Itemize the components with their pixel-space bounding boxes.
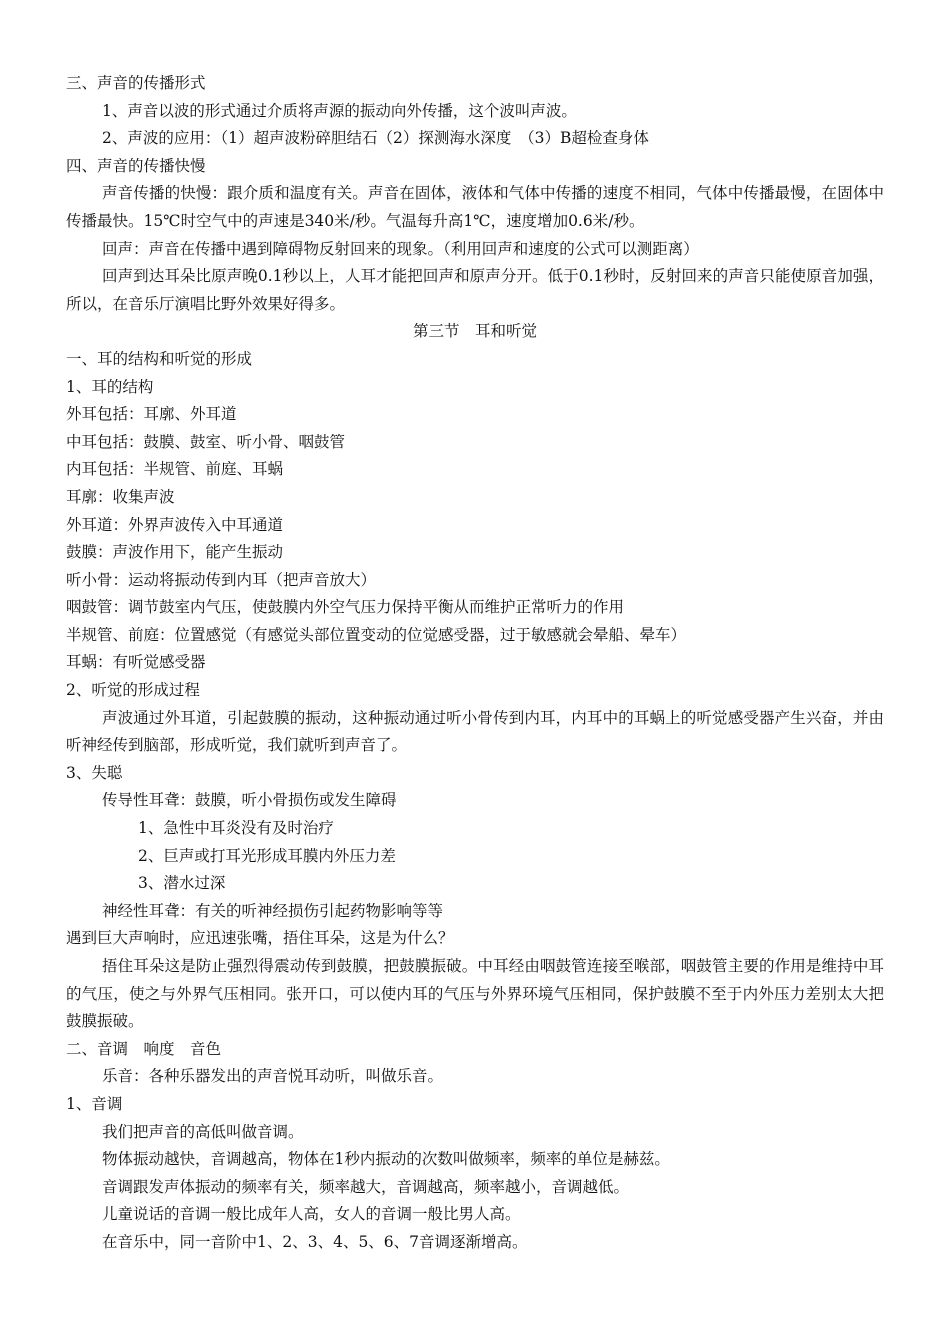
paragraph: 神经性耳聋：有关的听神经损伤引起药物影响等等: [102, 901, 444, 920]
paragraph: 声音传播的快慢：跟介质和温度有关。声音在固体，液体和气体中传播的速度不相同，气体中传播最慢，在固体中传播最快。15℃时空气中的声速是340米/秒。气温每升高1℃，速度增加0.6米/秒。: [66, 184, 884, 230]
list-item: 耳廓：收集声波: [66, 487, 175, 506]
paragraph: 声波通过外耳道，引起鼓膜的振动，这种振动通过听小骨传到内耳，内耳中的耳蜗上的听觉感受器产生兴奋，并由听神经传到脑部，形成听觉，我们就听到声音了。: [66, 708, 884, 755]
paragraph: 我们把声音的高低叫做音调。: [102, 1122, 304, 1141]
paragraph: 传导性耳聋：鼓膜，听小骨损伤或发生障碍: [102, 791, 397, 810]
list-item: 鼓膜：声波作用下，能产生振动: [66, 543, 284, 562]
section-heading: 一、耳的结构和听觉的形成: [66, 349, 253, 368]
list-item: 3、潜水过深: [138, 874, 226, 893]
paragraph: 物体振动越快，音调越高，物体在1秒内振动的次数叫做频率，频率的单位是赫兹。: [102, 1150, 670, 1169]
list-item: 耳蜗：有听觉感受器: [66, 653, 206, 672]
subsection-heading: 1、音调: [66, 1094, 123, 1113]
paragraph: 儿童说话的音调一般比成年人高，女人的音调一般比男人高。: [102, 1205, 521, 1224]
chapter-title: 第三节 耳和听觉: [412, 322, 537, 341]
subsection-heading: 2、听觉的形成过程: [66, 681, 200, 700]
paragraph: 音调跟发声体振动的频率有关，频率越大，音调越高，频率越小，音调越低。: [102, 1177, 630, 1196]
paragraph: 捂住耳朵这是防止强烈得震动传到鼓膜，把鼓膜振破。中耳经由咽鼓管连接至喉部，咽鼓管主要的作用是维持中耳的气压，使之与外界气压相同。张开口，可以使内耳的气压与外界环境气压相同，保护鼓膜不至于内外压力差别太大把鼓膜振破。: [66, 957, 884, 1031]
paragraph: 1、声音以波的形式通过介质将声源的振动向外传播，这个波叫声波。: [102, 101, 577, 120]
paragraph: 在音乐中，同一音阶中1、2、3、4、5、6、7音调逐渐增高。: [102, 1232, 528, 1251]
list-item: 中耳包括：鼓膜、鼓室、听小骨、咽鼓管: [66, 432, 346, 451]
paragraph: 回声：声音在传播中遇到障碍物反射回来的现象。（利用回声和速度的公式可以测距离）: [102, 239, 699, 258]
list-item: 1、急性中耳炎没有及时治疗: [138, 819, 334, 838]
section-heading: 二、音调 响度 音色: [66, 1039, 222, 1058]
list-item: 外耳包括：耳廓、外耳道: [66, 405, 237, 424]
list-item: 听小骨：运动将振动传到内耳（把声音放大）: [66, 570, 377, 589]
section-heading: 四、声音的传播快慢: [66, 156, 206, 175]
list-item: 咽鼓管：调节鼓室内气压，使鼓膜内外空气压力保持平衡从而维护正常听力的作用: [66, 598, 625, 617]
document-body: [66, 70, 884, 1257]
paragraph: 乐音：各种乐器发出的声音悦耳动听，叫做乐音。: [102, 1067, 444, 1086]
section-heading: 三、声音的传播形式: [66, 74, 206, 92]
question: 遇到巨大声响时，应迅速张嘴，捂住耳朵，这是为什么？: [66, 929, 454, 948]
list-item: 内耳包括：半规管、前庭、耳蜗: [66, 460, 284, 479]
subsection-heading: 1、耳的结构: [66, 377, 154, 396]
paragraph: 回声到达耳朵比原声晚0.1秒以上，人耳才能把回声和原声分开。低于0.1秒时，反射回来的声音只能使原音加强，所以，在音乐厅演唱比野外效果好得多。: [66, 267, 884, 313]
subsection-heading: 3、失聪: [66, 763, 123, 782]
list-item: 2、巨声或打耳光形成耳膜内外压力差: [138, 846, 396, 865]
list-item: 外耳道：外界声波传入中耳通道: [66, 515, 284, 534]
list-item: 半规管、前庭：位置感觉（有感觉头部位置变动的位觉感受器，过于敏感就会晕船、晕车）: [66, 625, 687, 644]
paragraph: 2、声波的应用：（1）超声波粉碎胆结石（2）探测海水深度 （3）B超检查身体: [102, 129, 649, 148]
